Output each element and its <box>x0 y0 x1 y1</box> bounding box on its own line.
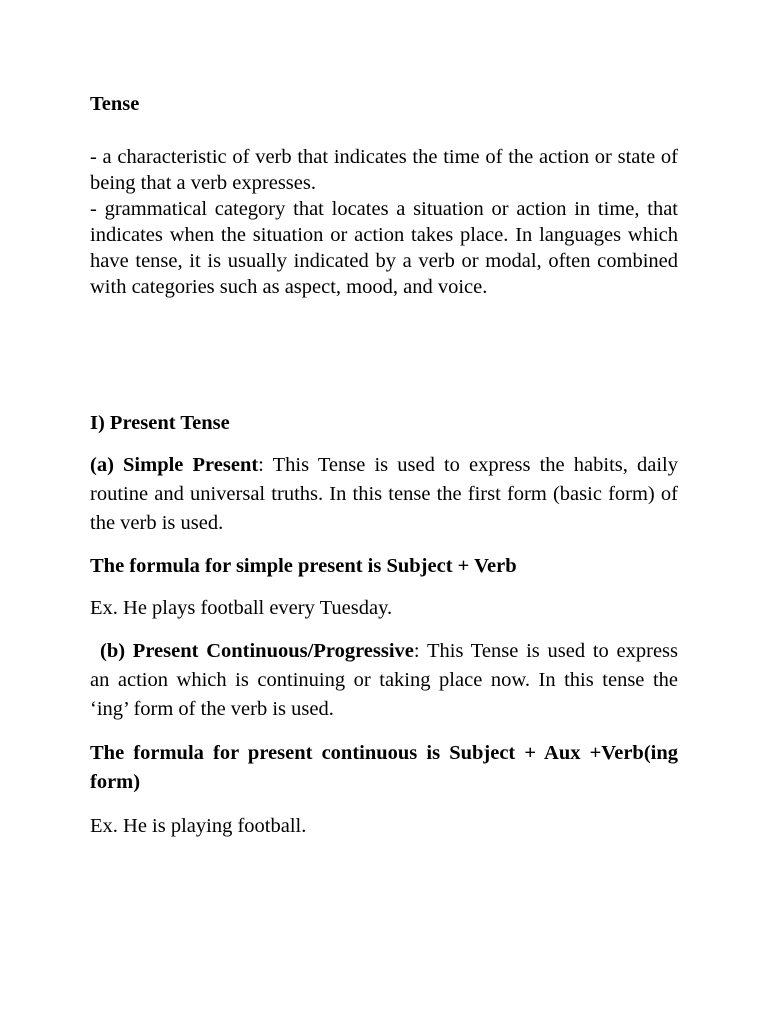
simple-present-formula: The formula for simple present is Subject + Verb <box>90 555 517 577</box>
document-title: Tense <box>90 93 140 115</box>
present-continuous-example: Ex. He is playing football. <box>90 815 307 837</box>
present-continuous-description: : This Tense is used to express an action which is continuing or taking place now. In this tense the ‘ing’ form of the verb is used. <box>90 640 678 720</box>
present-continuous-paragraph <box>90 637 678 724</box>
simple-present-example: Ex. He plays football every Tuesday. <box>90 597 393 619</box>
simple-present-label: (a) Simple Present <box>90 454 259 476</box>
simple-present-paragraph <box>90 451 678 538</box>
section-heading: I) Present Tense <box>90 412 230 434</box>
definition-item: - a characteristic of verb that indicates the time of the action or state of being that a verb expresses. <box>90 146 678 194</box>
definitions-block <box>90 144 678 300</box>
definition-item: - grammatical category that locates a situation or action in time, that indicates when the situation or action takes place. In languages which have tense, it is usually indicated by a verb or modal, often combined with categories such as aspect, mood, and voice. <box>90 198 678 298</box>
simple-present-description: : This Tense is used to express the habits, daily routine and universal truths. In this tense the first form (basic form) of the verb is used. <box>90 454 678 534</box>
present-continuous-label: (b) Present Continuous/Progressive <box>100 640 414 662</box>
present-continuous-formula: The formula for present continuous is Subject + Aux +Verb(ing form) <box>90 742 678 793</box>
